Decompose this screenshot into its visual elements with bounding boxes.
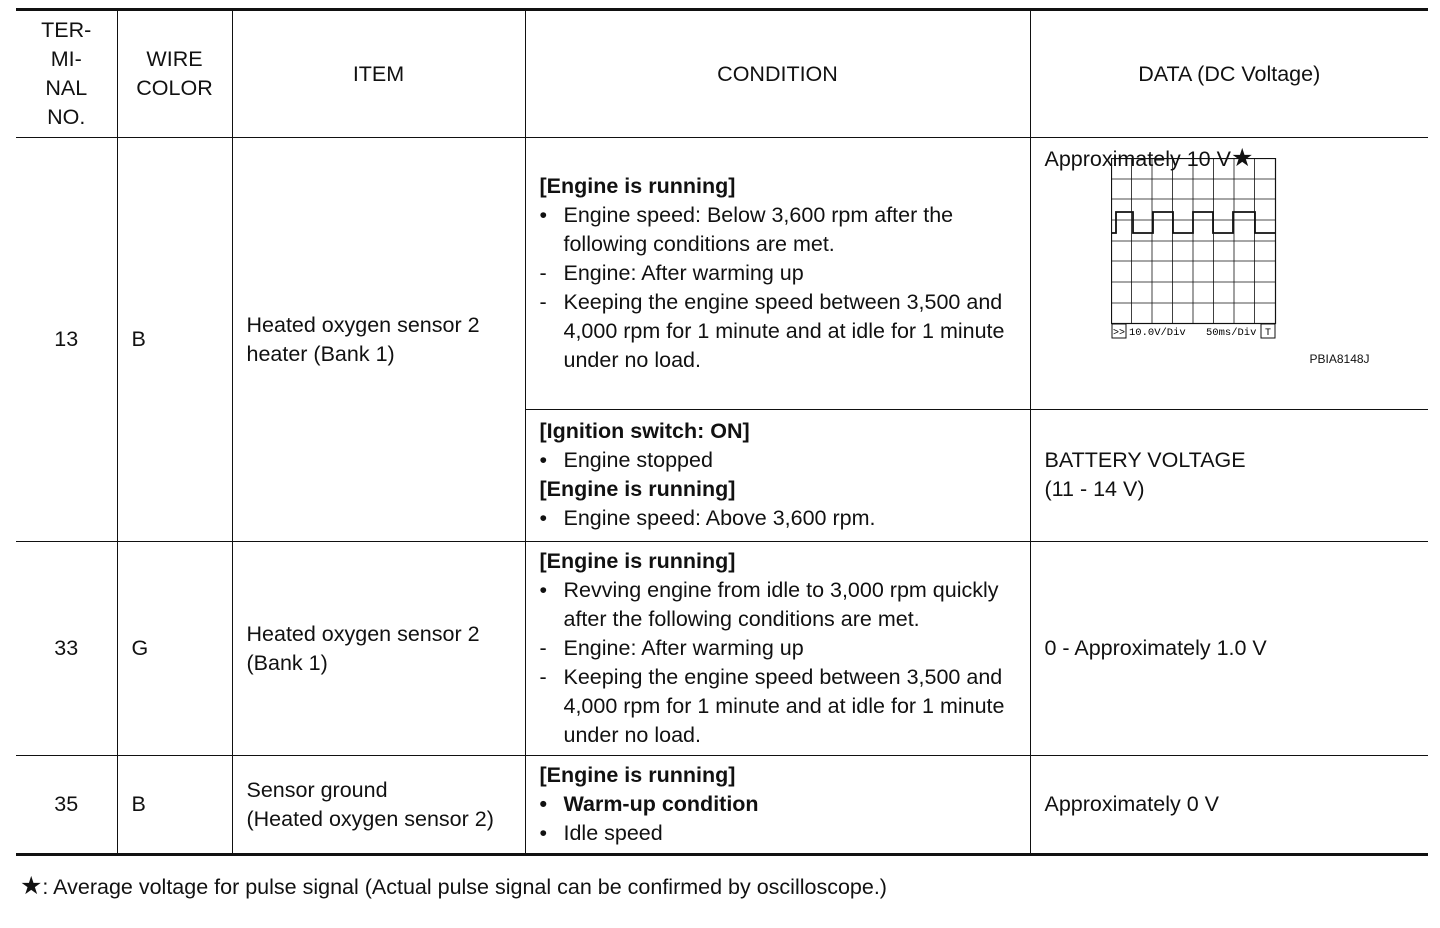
table-row: [16, 756, 1428, 855]
voltage-range: (11 - 14 V): [1044, 477, 1145, 502]
figure-code: PBIA8148J: [1309, 352, 1370, 366]
condition-heading: [Engine is running]: [539, 477, 736, 502]
footnote-text: : Average voltage for pulse signal (Actual pulse signal can be confirmed by oscilloscope.): [42, 875, 887, 899]
condition-cell: [525, 756, 1030, 855]
condition-heading: [Ignition switch: ON]: [539, 419, 750, 444]
list-item: • Engine speed: Below 3,600 rpm after the following conditions are met.: [539, 202, 954, 256]
terminal-number-cell: 33: [16, 542, 117, 756]
header-terminal-no: TER- MI- NAL NO.: [16, 10, 117, 138]
terminal-data-table: [16, 8, 1428, 856]
list-item: • Revving engine from idle to 3,000 rpm quickly after the following conditions are met.: [539, 578, 999, 631]
header-wire-color: WIRE COLOR: [117, 10, 232, 138]
condition-cell: [525, 542, 1030, 756]
list-item: • Engine stopped: [539, 448, 713, 473]
scope-time-per-div: 50ms/Div: [1205, 327, 1256, 339]
terminal-number-cell: 35: [16, 756, 117, 855]
footnote: [20, 872, 887, 902]
list-item: - Keeping the engine speed between 3,500 and 4,000 rpm for 1 minute and at idle for 1 minute under no load.: [539, 665, 1005, 747]
condition-cell: [525, 138, 1030, 410]
wire-color-cell: B: [117, 756, 232, 855]
condition-heading: [Engine is running]: [539, 763, 736, 787]
waveform-figure: [1045, 144, 1415, 376]
scope-mode-label: >>: [1112, 328, 1125, 339]
data-cell: 0 - Approximately 1.0 V: [1030, 542, 1428, 756]
wire-color-cell: B: [117, 138, 232, 542]
condition-cell: [525, 409, 1030, 541]
voltage-value: BATTERY VOLTAGE: [1044, 448, 1246, 473]
list-item: • Warm-up condition: [539, 792, 759, 816]
item-cell: Heated oxygen sensor 2 heater (Bank 1): [232, 138, 525, 542]
list-item: - Engine: After warming up: [539, 636, 804, 660]
data-cell: [1030, 409, 1428, 541]
list-item: • Engine speed: Above 3,600 rpm.: [539, 506, 876, 531]
item-cell: Sensor ground (Heated oxygen sensor 2): [232, 756, 525, 855]
header-condition: CONDITION: [525, 10, 1030, 138]
condition-heading: [Engine is running]: [539, 173, 736, 198]
condition-heading: [Engine is running]: [539, 549, 736, 573]
star-icon: ★: [20, 872, 43, 900]
list-item: - Keeping the engine speed between 3,500 and 4,000 rpm for 1 minute and at idle for 1 minute under no load.: [539, 289, 1005, 372]
list-item: - Engine: After warming up: [539, 260, 804, 285]
header-item: ITEM: [232, 10, 525, 138]
header-data: DATA (DC Voltage): [1030, 10, 1428, 138]
scope-trigger-label: T: [1264, 328, 1271, 339]
terminal-number-cell: 13: [16, 138, 117, 542]
star-icon: ★: [1230, 144, 1254, 172]
list-item: • Idle speed: [539, 821, 663, 845]
data-cell: [1030, 138, 1428, 410]
wire-color-cell: G: [117, 542, 232, 756]
data-cell: Approximately 0 V: [1030, 756, 1428, 855]
table-row: [16, 542, 1428, 756]
table-header-row: [16, 10, 1428, 138]
oscilloscope-waveform: [1111, 158, 1281, 344]
item-cell: Heated oxygen sensor 2 (Bank 1): [232, 542, 525, 756]
table-row: [16, 138, 1428, 410]
voltage-value: Approximately 10 V: [1044, 147, 1231, 171]
scope-volts-per-div: 10.0V/Div: [1128, 327, 1186, 339]
